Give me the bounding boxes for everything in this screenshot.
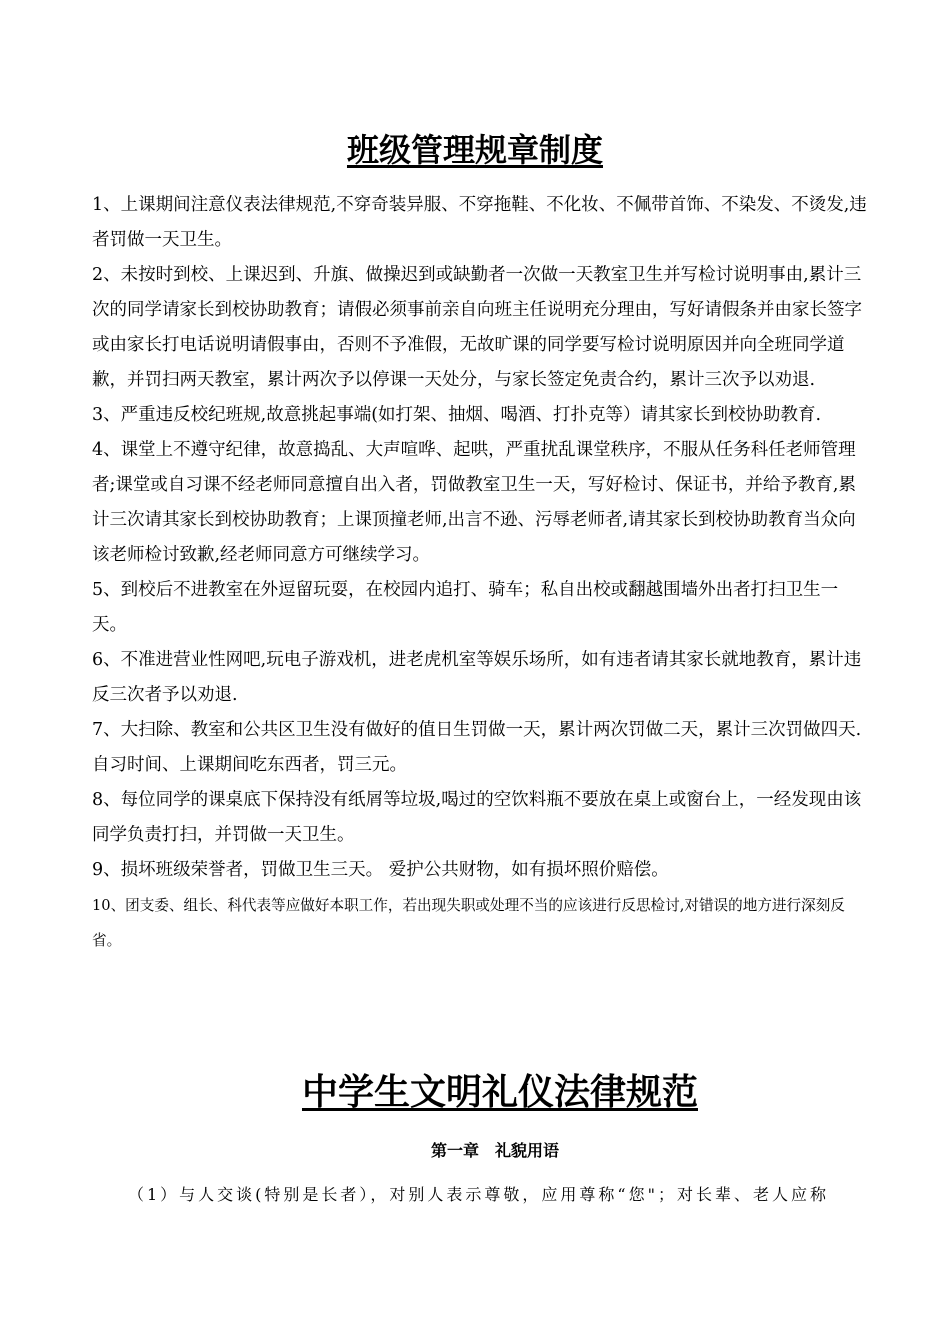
rule-item: 2、未按时到校、上课迟到、升旗、做操迟到或缺勤者一次做一天教室卫生并写检讨说明事由,累计三次的同学请家长到校协助教育；请假必须事前亲自向班主任说明充分理由，写好请假条并由家长签字或由家长打电话说明请假事由，否则不予准假，无故旷课的同学要写检讨说明原因并向全班同学道歉，并罚扫两天教室，累计两次予以停课一天处分，与家长签定免责合约，累计三次予以劝退. (92, 265, 862, 390)
rules-list (92, 188, 872, 958)
rule-item: 10、团支委、组长、科代表等应做好本职工作，若出现失职或处理不当的应该进行反思检讨,对错误的地方进行深刻反省。 (92, 897, 845, 949)
page-title-text: 班级管理规章制度 (346, 131, 603, 169)
rule-item: 1、上课期间注意仪表法律规范,不穿奇装异服、不穿拖鞋、不化妆、不佩带首饰、不染发、不烫发,违者罚做一天卫生。 (92, 195, 867, 250)
section-title (0, 1062, 950, 1122)
page-title (0, 126, 950, 174)
body-paragraph: （1）与人交谈(特别是长者），对别人表示尊敬，应用尊称“您"；对长辈、老人应称 (128, 1185, 829, 1204)
rule-item: 6、不准进营业性网吧,玩电子游戏机，进老虎机室等娱乐场所，如有违者请其家长就地教育，累计违反三次者予以劝退. (92, 650, 862, 705)
chapter-heading: 第一章 礼貌用语 (430, 1141, 559, 1160)
rule-item: 7、大扫除、教室和公共区卫生没有做好的值日生罚做一天，累计两次罚做二天，累计三次罚做四天.自习时间、上课期间吃东西者，罚三元。 (92, 720, 862, 775)
rule-item: 8、每位同学的课桌底下保持没有纸屑等垃圾,喝过的空饮料瓶不要放在桌上或窗台上，一经发现由该同学负责打扫，并罚做一天卫生。 (92, 790, 862, 845)
rule-item: 4、课堂上不遵守纪律，故意捣乱、大声喧哗、起哄，严重扰乱课堂秩序，不服从任务科任老师管理者;课堂或自习课不经老师同意擅自出入者，罚做教室卫生一天，写好检讨、保证书，并给予教育,累计三次请其家长到校协助教育；上课顶撞老师,出言不逊、污辱老师者,请其家长到校协助教育当众向该老师检讨致歉,经老师同意方可继续学习。 (92, 440, 856, 565)
rule-item: 9、损坏班级荣誉者，罚做卫生三天。 爱护公共财物，如有损坏照价赔偿。 (92, 860, 669, 880)
section-title-text: 中学生文明礼仪法律规范 (301, 1071, 698, 1113)
rule-item: 5、到校后不进教室在外逗留玩耍，在校园内追打、骑车；私自出校或翻越围墙外出者打扫卫生一天。 (92, 580, 839, 635)
rule-item: 3、严重违反校纪班规,故意挑起事端(如打架、抽烟、喝酒、打扑克等）请其家长到校协助教育. (92, 405, 822, 425)
